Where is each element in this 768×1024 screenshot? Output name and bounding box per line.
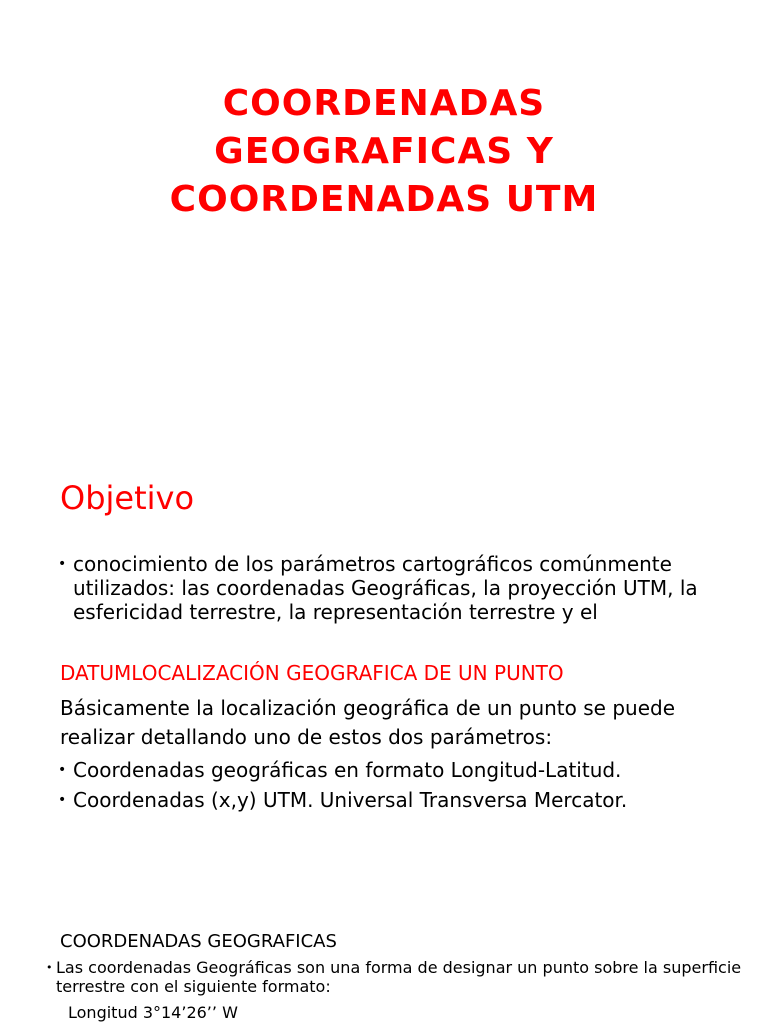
list-item bbox=[46, 958, 746, 996]
geograficas-list bbox=[46, 958, 746, 996]
localizacion-item-2: Coordenadas (x,y) UTM. Universal Transversa Mercator. bbox=[73, 788, 628, 812]
geograficas-text: Las coordenadas Geográficas son una forma de designar un punto sobre la superficie terrestre con el siguiente formato: bbox=[56, 958, 742, 996]
list-item bbox=[58, 552, 748, 624]
localizacion-list bbox=[58, 755, 758, 815]
title-line-1: COORDENADAS bbox=[222, 83, 546, 124]
localizacion-intro: Básicamente la localización geográfica de un punto se puede realizar detallando uno de estos dos parámetros: bbox=[60, 696, 675, 749]
list-item bbox=[58, 755, 758, 785]
objetivo-list bbox=[58, 552, 748, 624]
localizacion-heading: DATUMLOCALIZACIÓN GEOGRAFICA DE UN PUNTO bbox=[60, 661, 564, 685]
title-line-2: GEOGRAFICAS Y bbox=[214, 131, 554, 172]
bullet-icon: • bbox=[46, 961, 53, 974]
list-item bbox=[58, 785, 758, 815]
page-title bbox=[84, 80, 684, 224]
geograficas-heading: COORDENADAS GEOGRAFICAS bbox=[60, 931, 337, 952]
bullet-icon: • bbox=[58, 762, 67, 778]
title-line-3: COORDENADAS UTM bbox=[169, 179, 599, 220]
localizacion-item-1: Coordenadas geográficas en formato Longitud-Latitud. bbox=[73, 758, 622, 782]
longitud-value: Longitud 3°14’26’’ W bbox=[68, 1003, 238, 1022]
bullet-icon: • bbox=[58, 792, 67, 808]
objetivo-text: conocimiento de los parámetros cartográficos comúnmente utilizados: las coordenadas Geográficas, la proyección UTM, la esfericidad terrestre, la representación terrestre y el bbox=[73, 552, 698, 624]
objetivo-heading: Objetivo bbox=[60, 479, 195, 517]
bullet-icon: • bbox=[58, 556, 67, 572]
